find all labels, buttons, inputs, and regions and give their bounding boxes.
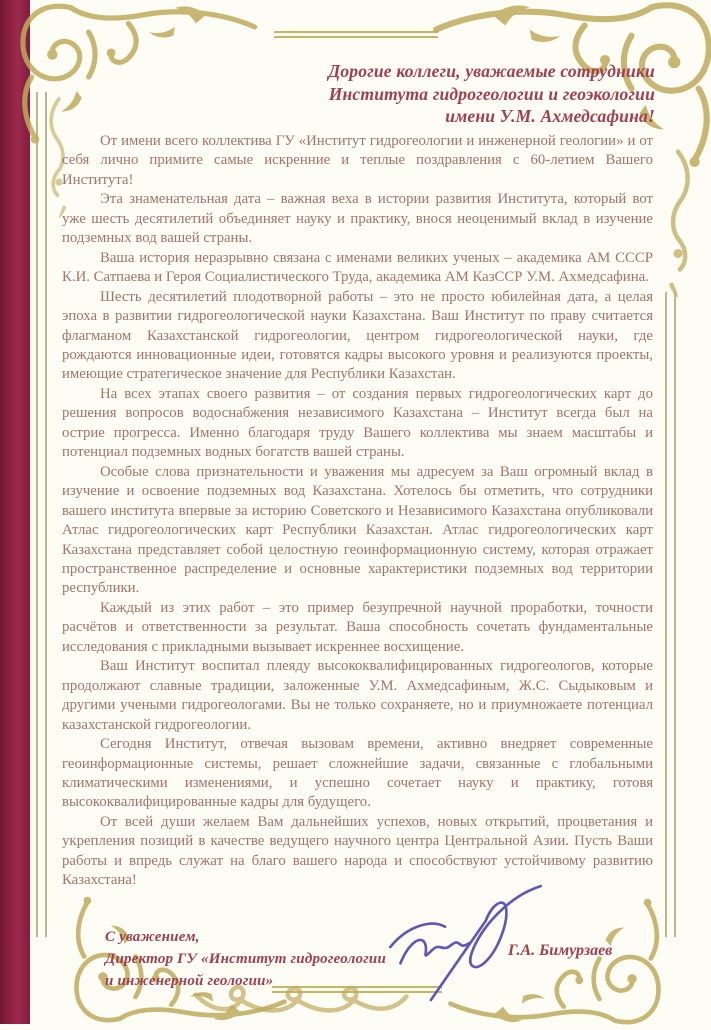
letter-paragraph: От имени всего коллектива ГУ «Институт гидрогеологии и инженерной геологии» и от себя лично примите самые искренние и теплые поздравления с 60-летием Вашего Института! [62, 133, 653, 188]
letter-paragraph: Особые слова признательности и уважения мы адресуем за Ваш огромный вклад в изучение и освоение подземных вод Казахстана. Хотелось бы отметить, что сотрудники вашего института впервые за историю Советского и Независимого Казахстана опубликовали Атлас гидрогеологических карт Республики Казахстан. Атлас гидрогеологических карт Казахстана представляет собой целостную геоинформационную систему, которая отражает пространственное распределение и основные характеристики подземных вод территории республики. [62, 463, 653, 597]
handwritten-signature [378, 880, 556, 1002]
letter-paragraph: Шесть десятилетий плодотворной работы – это не просто юбилейная дата, а целая эпоха в развитии гидрогеологической науки Казахстана. Ваш Институт по праву считается флагманом Казахстанской гидрогеологии, центром гидрогеологической науки, где рождаются инновационные идеи, готовятся кадры высокого уровня и реализуются проекты, имеющие стратегическое значение для Республики Казахстан. [62, 288, 653, 383]
salutation-line: имени У.М. Ахмедсафина! [445, 106, 655, 126]
salutation-line: Дорогие коллеги, уважаемые сотрудники [328, 61, 655, 81]
right-double-rule [665, 292, 676, 937]
letter-paragraph: Ваш Институт воспитал плеяду высококвалифицированных гидрогеологов, которые продолжают славные традиции, заложенные У.М. Ахмедсафиным, Ж.С. Сыдыковым и другими учеными гидрогеологами. Вы не только сохраняете, но и приумножаете потенциал казахстанской гидрогеологии. [62, 658, 653, 733]
signee-name: Г.А. Бимурзаев [508, 942, 613, 959]
closing-line: С уважением, [105, 929, 200, 945]
closing-block [105, 926, 386, 992]
left-maroon-band [0, 0, 30, 1024]
closing-line: Директор ГУ «Институт гидрогеологии [105, 951, 387, 967]
top-gold-rule [274, 31, 438, 38]
letter-body [62, 132, 653, 891]
pendant-flourish-right-icon [659, 148, 697, 300]
letter-paragraph: От всей души желаем Вам дальнейших успехов, новых открытий, процветания и укрепления позиций в качестве ведущего научного центра Центральной Азии. Пусть Ваши работы и впредь служат на благо вашего народа и способствуют устойчивому развитию Казахстана! [62, 813, 653, 889]
salutation-heading [328, 60, 655, 128]
letter-paragraph: Ваша история неразрывно связана с именами великих ученых – академика АМ СССР К.И. Сатпаева и Героя Социалистического Труда, академика АМ КазССР У.М. Ахмедсафина. [62, 249, 653, 286]
letter-paragraph: Каждый из этих работ – это пример безупречной научной проработки, точности расчётов и ответственности за результат. Ваша способность сочетать фундаментальные исследования с прикладными вызывает искреннее восхищение. [62, 599, 653, 655]
letter-paragraph: На всех этапах своего развития – от создания первых гидрогеологических карт до решения вопросов водоснабжения независимого Казахстана – Институт всегда был на острие прогресса. Именно благодаря труду Вашего коллектива мы знаем масштабы и потенциал подземных водных богатств вашей страны. [62, 385, 653, 461]
closing-line: и инженерной геологии» [105, 973, 274, 989]
letter-paragraph: Сегодня Институт, отвечая вызовам времени, активно внедряет современные геоинформационные системы, решает сложнейшие задачи, связанные с глобальными климатическими изменениями, и успешно сочетает науку и практику, готовя высококвалифицированные кадры для будущего. [62, 736, 653, 811]
letter-paragraph: Эта знаменательная дата – важная веха в истории развития Института, который вот уже шесть десятилетий объединяет науку и практику, внося неоценимый вклад в изучение подземных вод вашей страны. [62, 191, 653, 247]
salutation-line: Института гидрогеологии и геоэкологии [328, 83, 655, 104]
